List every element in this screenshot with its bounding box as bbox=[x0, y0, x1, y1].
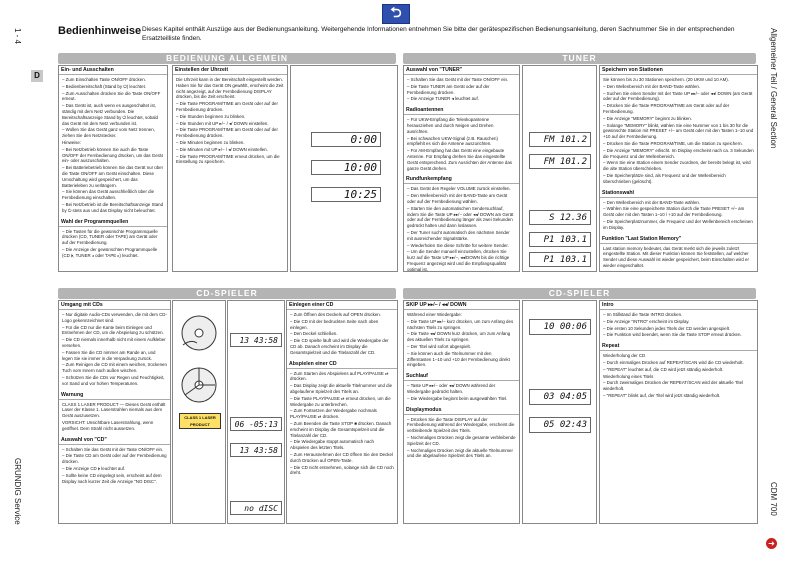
panel-cd-images bbox=[172, 300, 226, 524]
list-item: – Die Minuten beginnen zu blinken. bbox=[176, 139, 245, 145]
list-item: – Zum Ausschalten drücken Sie die Taste ON/OFF erneut. bbox=[62, 90, 161, 102]
list-item: – Die Taste PLAY/PAUSE ⏯ erneut drücken, um die Wiedergabe zu unterbrechen. bbox=[290, 395, 391, 407]
clock-display: 10:00 bbox=[311, 160, 381, 175]
list-item: – Sie können das Gerät ausschließlich über die Fernbedienung einschalten. bbox=[62, 189, 155, 201]
list-item: – Der Tuner sucht automatisch den nächsten Sender mit ausreichender Signalstärke. bbox=[407, 229, 510, 241]
clock-display: 0:00 bbox=[311, 132, 381, 147]
list-item: – Das Display zeigt die aktuelle Titelnummer und die abgelaufene Spielzeit des Titels an. bbox=[290, 383, 393, 394]
list-item: – Die CD nicht entnehmen, solange sich die CD noch dreht. bbox=[290, 464, 394, 476]
list-item: – Die Minuten mit UP ▸/− / ◂/ DOWN einstellen. bbox=[176, 146, 268, 152]
list-item: – Die Anzeige der gewünschten Programmquelle (CD ⏵, TUNER ◂ oder TAPE ▸) leuchtet. bbox=[62, 246, 158, 258]
cd-cleaning-illustration bbox=[177, 365, 221, 405]
cd-display: 06 -05:13 bbox=[230, 417, 282, 431]
list-item: – Zum Reinigen die CD mit einem weichen, trockenen Tuch vom Innern nach außen wischen. bbox=[62, 362, 167, 374]
list-item: – Solange "MEMORY" blinkt, wählen Sie eine Nummer von 1 bis 30 für die gewünschte Station mit PRESET +/– am Gerät oder mit den Tasten 1–10 und +10 auf der Fernbedienung. bbox=[603, 122, 754, 140]
list-item: Sie können bis zu 30 Stationen speichern. (20 UKW und 10 AM). bbox=[603, 77, 729, 82]
list-item: Hinweise: bbox=[62, 139, 82, 145]
cd-display: no dISC bbox=[230, 501, 282, 515]
list-einlegen bbox=[287, 311, 397, 358]
list-item: Wiederholung eines Titels bbox=[603, 373, 654, 379]
list-stationswahl bbox=[600, 199, 757, 233]
list-item: – Die CD niemals innerhalb nicht mit einem Aufkleber versehen. bbox=[62, 337, 166, 348]
list-item: – Taste UP ▸▸/− oder ◂◂/ DOWN während der Wiedergabe gedrückt halten. bbox=[407, 383, 496, 394]
list-item: – Die Wiedergabe stoppt automatisch nach Abspielen des letzten Titels. bbox=[290, 439, 374, 451]
bar-cd-spieler-left: CD-SPIELER bbox=[58, 288, 396, 299]
heading-intro: Intro bbox=[600, 302, 757, 310]
heading-speichern: Speichern von Stationen bbox=[600, 67, 757, 75]
laser-warning-label: CLASS 1 LASER PRODUCT bbox=[179, 413, 221, 429]
panel-uhrzeit-displays bbox=[290, 65, 398, 272]
list-item: – Die Anzeige "MEMORY" beginnt zu blinken. bbox=[603, 115, 692, 121]
list-item: – Die Funktion wird beendet, wenn Sie die Taste STOP erneut drücken. bbox=[603, 332, 742, 338]
return-arrow-icon: ⮌ bbox=[390, 4, 402, 20]
list-item: – Schützen Sie die CDs vor Regen und Feuchtigkeit, vor Sand und vor hohen Temperaturen. bbox=[62, 374, 165, 386]
model-label: CDM 700 bbox=[769, 482, 778, 516]
panel-cd-displays-left bbox=[227, 300, 285, 524]
list-item: Während einer Wiedergabe: bbox=[407, 312, 462, 317]
list-item: – Die Stunden mit UP ▸/− / ◂/ DOWN einstellen. bbox=[176, 120, 269, 126]
list-item: – Drücken Sie die Taste PROGRAM/TIME, um die Station zu speichern. bbox=[603, 140, 743, 146]
list-item: VORSICHT: Unsichtbare Laserstrahlung, wenn geöffnet. Dem Strahl nicht aussetzen. bbox=[62, 419, 154, 431]
list-auswahl-tuner bbox=[404, 76, 519, 104]
list-item: – Für AM-Empfang hat das Gerät eine eingebaute Antenne. Für Empfang drehen Sie das eingestellte Gerät entsprechend. Zum Ausrichten der Antenne das ganze Gerät drehen. bbox=[407, 148, 512, 171]
list-radioantennen bbox=[404, 116, 519, 173]
list-item: – Die ersten 10 Sekunden jedes Titels der CD werden angespielt. bbox=[603, 325, 731, 331]
heading-displaymodus: Displaymodus bbox=[404, 407, 519, 415]
list-item: – Die Anzeige TUNER ◂ leuchtet auf. bbox=[407, 96, 479, 102]
heading-repeat: Repeat bbox=[600, 343, 757, 351]
next-page-button[interactable] bbox=[766, 538, 777, 549]
list-item: – Die Taste TUNER am Gerät oder auf der Fernbedienung drücken. bbox=[407, 83, 490, 95]
list-item: – Bei schwachen UKW-Signal (z.B. Rauschen) empfiehlt es sich die Antenne auszurichten. bbox=[407, 135, 498, 147]
list-item: – Zum Öffnen des Deckels auf OPEN drücken. bbox=[290, 312, 381, 317]
cd-display: 13 43:58 bbox=[230, 443, 282, 457]
list-abspielen bbox=[287, 370, 397, 479]
intro-text: Dieses Kapitel enthält Auszüge aus der Bedienungsanleitung. Weitergehende Informationen entnehmen Sie bitte der gerätespezifischen Bedienungsanleitung, deren Sachnummer Sie in der entsprechenden Ersatzteilliste finden. bbox=[142, 26, 735, 42]
heading-programmquellen: Wahl der Programmquellen bbox=[59, 219, 167, 227]
list-item: – Bei Netzbetrieb können Sie auch die Taste ON/OFF der Fernbedienung drücken, um das Gerät ein- oder auszuschalten. bbox=[62, 146, 163, 164]
list-item: – Wiederholen Sie diese Schritte für weitere Sender. bbox=[407, 242, 509, 248]
heading-ein-aus: Ein- und Ausschalten bbox=[59, 67, 167, 75]
heading-auswahl-tuner: Auswahl von "TUNER" bbox=[404, 67, 519, 75]
list-speichern bbox=[600, 76, 757, 187]
list-item: – Bedienbereitschaft (Stand by ⏻) leuchtet. bbox=[62, 83, 147, 89]
list-item: – Schalten Sie das Gerät mit der Taste ON/OFF ein. bbox=[62, 446, 164, 452]
heading-auswahl-cd: Auswahl von "CD" bbox=[59, 437, 170, 445]
panel-cd-umgang bbox=[58, 300, 171, 524]
list-item: – "REPEAT" leuchtet auf, die CD wird jetzt ständig wiederholt. bbox=[603, 366, 724, 372]
list-item: – Bei Batteriebetrieb können Sie das Gerät nur über die Taste ON/OFF am Gerät einschalten. Diese Umschaltung wird gespeichert, um das Batterieleben zu verlängern. bbox=[62, 165, 164, 188]
list-item: – Die Anzeige CD ⏵ leuchtet auf. bbox=[62, 465, 126, 471]
list-item: – Die Taste UP ▸▸/− kurz drücken, um zum Anfang des nächsten Titels zu springen. bbox=[407, 318, 514, 330]
list-item: – Starten Sie den automatischen Sendersuchlauf, indem Sie die Taste UP ▸▸/− oder ◂◂/ DOWN am Gerät oder auf der Fernbedienung länger als zwei Sekunden gedrückt halten und dann loslassen. bbox=[407, 205, 514, 229]
list-item: – Die CD mit der bedruckten Seite nach oben einlegen. bbox=[290, 318, 379, 330]
list-item: – Durch einmaliges Drücken auf REPEAT/SCAN wird die CD wiederholt. bbox=[603, 359, 744, 365]
list-item: CLASS 1 LASER PRODUCT — Dieses Gerät enthält Laser der Klasse 1. Laserstrahlen niemals aus dem Gerät auszusetzen. bbox=[62, 401, 166, 419]
panel-cd-intro-repeat bbox=[599, 300, 758, 524]
heading-stationswahl: Stationswahl bbox=[600, 190, 757, 198]
arrow-right-icon: ➜ bbox=[768, 539, 775, 548]
tuner-display: P1 103.1 bbox=[529, 232, 591, 247]
list-item: – Zum Herausnehmen der CD öffnen Sie den Deckel durch Drücken auf OPEN-Taste. bbox=[290, 451, 393, 463]
tuner-display: S 12.36 bbox=[529, 210, 591, 225]
list-item: – Zum Beenden die Taste STOP ■ drücken. Danach erscheint im Display die Gesamtspielzeit und die Titelanzahl der CD. bbox=[290, 420, 392, 438]
tuner-display: FM 101.2 bbox=[529, 154, 591, 169]
heading-suchlauf: Suchlauf bbox=[404, 373, 519, 381]
paragraph: Last station memory bedeutet, das Gerät merkt sich die jeweils zuletzt eingestellte Station. Mit dieser Funktion können Sie feststellen, auf welcher Sender und diese Auswahl ist wieder gespeichert, beim Einschalten wird er wieder eingeschaltet. bbox=[603, 245, 749, 268]
list-uhrzeit bbox=[173, 76, 287, 167]
list-item: – Drücken Sie die Taste PROGRAM/TIME am Gerät oder auf der Fernbedienung. bbox=[603, 103, 730, 114]
page-title: Bedienhinweise bbox=[58, 25, 142, 37]
list-item: – Für UKW-Empfang die Teleskopantenne herausziehen und durch Neigen und Drehen ausrichten. bbox=[407, 117, 494, 134]
panel-cd-skip bbox=[403, 300, 520, 524]
text-last-station bbox=[600, 245, 757, 271]
cd-display: 13 43:58 bbox=[230, 333, 282, 347]
cd-disc-illustration bbox=[177, 313, 221, 353]
list-item: – Das Gerät den Regeler VOLUME zurück einstellen. bbox=[407, 186, 511, 192]
panel-tuner-right bbox=[599, 65, 758, 272]
heading-uhrzeit: Einstellen der Uhrzeit bbox=[173, 67, 287, 75]
cd-display: 10 00:06 bbox=[529, 319, 591, 335]
panel-cd-einlegen bbox=[286, 300, 398, 524]
list-ein-aus bbox=[59, 76, 167, 216]
cd-display: 03 04:05 bbox=[529, 389, 591, 405]
panel-cd-displays-right bbox=[522, 300, 597, 524]
heading-rundfunkempfang: Rundfunkempfang bbox=[404, 176, 519, 184]
list-item: – Die Tasten für die gewünschte Programmquelle drücken (CD, TUNER oder TAPE) am Gerät oder auf der Fernbedienung. bbox=[62, 228, 158, 246]
list-item: – Durch zweimaliges Drücken der REPEAT/SCAN wird der aktuelle Titel wiederholt. bbox=[603, 380, 743, 392]
list-item: – Fassen Sie die CD nimmer am Rande an, und legen Sie sie immer in die Verpackung zurück. bbox=[62, 349, 156, 361]
list-item: – Den Wellenbereich mit der BAND-Taste wählen. bbox=[603, 83, 701, 89]
tuner-display: P1 103.1 bbox=[529, 252, 591, 267]
list-suchlauf bbox=[404, 382, 519, 403]
panel-tuner-left bbox=[403, 65, 520, 272]
list-auswahl-cd bbox=[59, 446, 170, 487]
list-intro bbox=[600, 311, 757, 340]
bar-cd-spieler-right: CD-SPIELER bbox=[403, 288, 756, 299]
list-item: – Die Taste PROGRAM/TIME erneut drücken, um die Einstellung zu speichern. bbox=[176, 153, 280, 165]
list-item: – Nochmaliges Drücken zeigt die aktuelle Titelnummer und die abgelaufene Spielzeit des Titels an. bbox=[407, 447, 513, 459]
list-item: – "REPEAT" blinkt auf, der Titel wird jetzt ständig wiederholt. bbox=[603, 392, 721, 398]
list-item: – Schalten Sie das Gerät mit der Taste ON/OFF ein. bbox=[407, 77, 509, 82]
list-item: – Im Stillstand die Taste INTRO drücken. bbox=[603, 312, 683, 317]
list-item: – Den Deckel schließen. bbox=[290, 331, 338, 337]
list-item: – Die Anzeige "INTRO" erscheint im Display. bbox=[603, 318, 690, 324]
list-item: – Den Wellenbereich mit der BAND-Taste am Gerät oder auf der Fernbedienung wählen. bbox=[407, 193, 508, 204]
list-item: – Sie können auch die Titelnummer mit den Zifferntasten 1–10 und +10 der Fernbedienung direkt eingeben. bbox=[407, 350, 510, 368]
list-item: – Der Titel wird sofort abgespielt. bbox=[407, 343, 471, 349]
section-d-tag: D bbox=[31, 70, 43, 82]
panel-uhrzeit bbox=[172, 65, 288, 272]
list-item: – Zum Fortsetzen der Wiedergabe nochmals PLAY/PAUSE ⏯ drücken. bbox=[290, 408, 377, 420]
list-displaymodus bbox=[404, 416, 519, 462]
bar-tuner: TUNER bbox=[403, 53, 756, 64]
list-item: – Das Gerät ist, auch wenn es ausgeschaltet ist, ständig mit dem Netz verbunden. Die Bereitschaftsanzeige Stand by ⏻ leuchtet, sobald das Gerät mit dem Netz verbunden ist. bbox=[62, 103, 158, 126]
list-repeat bbox=[600, 352, 757, 401]
list-item: – Den Wellenbereich mit der BAND-Taste wählen. bbox=[603, 199, 701, 205]
list-umgang bbox=[59, 311, 170, 389]
list-item: – Wollen Sie das Gerät ganz vom Netz trennen, ziehen Sie den Netzstecker. bbox=[62, 127, 155, 139]
panel-tuner-displays bbox=[522, 65, 597, 272]
panel-ein-aus bbox=[58, 65, 168, 272]
list-item: – Nur digitale Audio-CDs verwenden, die mit dem CD-Logo gekennzeichnet sind. bbox=[62, 312, 167, 323]
list-item: – Um die Sender manuell einzustellen, drücken Sie kurz auf die Taste UP ▸▸/−, ◂◂/DOWN bis die richtige Frequenz angezeigt wird und die Empfangsqualität optimal ist. bbox=[407, 249, 510, 272]
grundig-service-label: GRUNDIG Service bbox=[13, 458, 22, 525]
list-item: – Nochmaliges Drücken zeigt die gesamte verbleibende Spielzeit der CD. bbox=[407, 434, 516, 446]
list-item: – Wählen Sie eine gespeicherte Station durch die Taste PRESET +/– am Gerät oder mit den Tasten 1–10 / +10 auf der Fernbedienung. bbox=[603, 206, 745, 218]
list-item: – Bei Netzbetrieb ist die Bereitschaftsanzeige Stand by ⏻ stets aus und das Display nicht beleuchtet. bbox=[62, 201, 164, 213]
cd-display: 05 02:43 bbox=[529, 417, 591, 433]
list-item: – Wenn Sie eine Station einem Sender zuordnen, der bereits belegt ist, wird die alte Station überschrieben. bbox=[603, 160, 751, 172]
list-programmquellen bbox=[59, 228, 167, 261]
list-item: – Die Anzeige "MEMORY" erlischt. Im Display erscheint nach ca. 3 Sekunden die Frequenz und der Wellenbereich. bbox=[603, 147, 754, 159]
list-item: – Zum Einschalten Taste ON/OFF drücken. bbox=[62, 77, 146, 82]
list-item: – Für die CD nur die Kante beim Einlegen und Entnehmen der CD, um die Abspielung zu schützen. bbox=[62, 324, 164, 336]
page-number: 1 - 4 bbox=[13, 28, 22, 45]
list-item: – Die Taste ◂◂/ DOWN kurz drücken, um zum Anfang des aktuellen Titels zu springen. bbox=[407, 331, 511, 343]
list-rundfunkempfang bbox=[404, 185, 519, 272]
list-item: Die Uhrzeit kann in der Bereitschaft eingestellt werden. Haben Sie für das Gerät ON gewählt, erscheint die Zeit nicht angezeigt, auf der Fernbedienung DISPLAY drücken, bis die Zeit erscheint. bbox=[176, 77, 284, 100]
general-section-label: Allgemeiner Teil / General Section bbox=[769, 28, 778, 149]
heading-warnung: Warnung bbox=[59, 392, 170, 400]
heading-abspielen: Abspielen einer CD bbox=[287, 361, 397, 369]
back-button[interactable] bbox=[382, 4, 410, 24]
list-item: – Sollte keine CD eingelegt sein, erscheint auf dem Display nach kurzer Zeit die Anzeige "NO DISC". bbox=[62, 472, 162, 484]
list-item: – Die Speicherplätze sind, als Frequenz und der Wellenbereich überschrieben (gelöscht). bbox=[603, 172, 726, 184]
tuner-display: FM 101.2 bbox=[529, 132, 591, 147]
list-skip bbox=[404, 311, 519, 370]
list-item: – Suchen Sie einen Sender mit der Taste UP ▸▸/− oder ◂◂/ DOWN (am Gerät oder auf der Fernbedienung). bbox=[603, 90, 753, 102]
heading-einlegen: Einlegen einer CD bbox=[287, 302, 397, 310]
list-item: – Die Stunden beginnen zu blinken. bbox=[176, 113, 246, 119]
list-item: – Die Wiedergabe beginnt beim ausgewählten Titel. bbox=[407, 395, 508, 401]
list-item: – Die Taste PROGRAM/TIME am Gerät oder auf der Fernbedienung drücken. bbox=[176, 101, 278, 112]
list-item: – Zum Starten des Abspielens auf PLAY/PAUSE ⏯ drücken. bbox=[290, 370, 389, 382]
list-item: – Die Taste CD am Gerät oder auf der Fernbedienung drücken. bbox=[62, 453, 167, 465]
list-item: Wiederholung der CD bbox=[603, 353, 646, 359]
list-item: – Die CD spielte läuft und wird die Wiedergabe der CD ab. Danach erscheint im Display die Gesamtspielzeit und die Titelanzahl der CD. bbox=[290, 338, 389, 355]
list-warnung bbox=[59, 401, 170, 434]
clock-display: 10:25 bbox=[311, 187, 381, 202]
list-item: – Drücken Sie die Taste DISPLAY auf der Fernbedienung während der Wiedergabe, erscheint die verbleibende Spielzeit des Titels. bbox=[407, 416, 515, 434]
heading-skip: SKIP UP ▸▸/− / ◂◂/ DOWN bbox=[404, 302, 519, 310]
heading-umgang: Umgang mit CDs bbox=[59, 302, 170, 310]
list-item: – Die Speicherplatznummer, die Frequenz und der Wellenbereich erscheinen im Display. bbox=[603, 218, 753, 230]
bar-bedienung-allgemein: BEDIENUNG ALLGEMEIN bbox=[58, 53, 396, 64]
list-item: – Die Taste PROGRAM/TIME am Gerät oder auf der Fernbedienung drücken. bbox=[176, 127, 278, 139]
heading-radioantennen: Radioantennen bbox=[404, 107, 519, 115]
heading-last-station: Funktion "Last Station Memory" bbox=[600, 236, 757, 244]
